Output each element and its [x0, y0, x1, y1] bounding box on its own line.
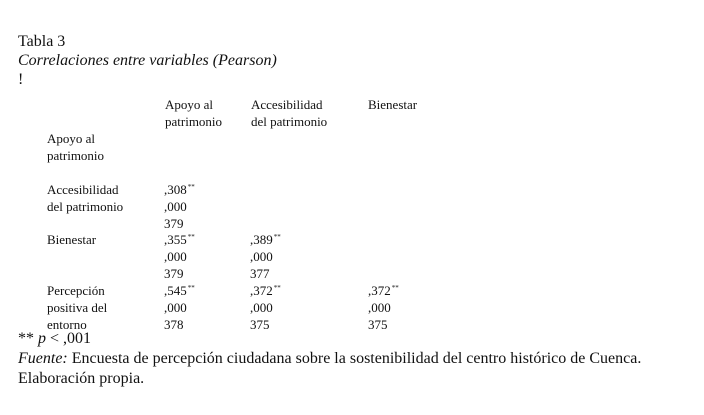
table-cell [164, 282, 195, 333]
source-label: Fuente: [18, 350, 68, 367]
table-cell [164, 181, 195, 232]
cell-r-line [164, 282, 195, 299]
cell-r-line [368, 282, 399, 299]
significance-mark: ** [273, 233, 281, 241]
significance-value: ,000 [164, 249, 187, 264]
row-label-percepcion [47, 282, 107, 333]
source-note [18, 350, 641, 368]
sample-size: 379 [164, 216, 184, 231]
cell-r-line [164, 181, 195, 198]
sample-size: 375 [250, 317, 270, 332]
correlation-value: ,355 [164, 232, 187, 247]
significance-value: ,000 [250, 300, 273, 315]
row-label-accesibilidad [47, 181, 123, 215]
row-label-apoyo [47, 130, 104, 164]
column-header-apoyo [165, 96, 222, 130]
column-header-line: Accesibilidad [251, 97, 323, 112]
significance-mark: ** [187, 284, 195, 292]
row-label-bienestar [47, 231, 96, 248]
correlation-value: ,308 [164, 182, 187, 197]
column-header-line: patrimonio [165, 114, 223, 129]
note-stars: ** [18, 330, 34, 347]
sample-size: 377 [250, 266, 270, 281]
row-label-line: Apoyo al [47, 131, 96, 146]
sample-size: 379 [164, 266, 184, 281]
correlation-value: ,545 [164, 283, 187, 298]
row-label-line: Bienestar [47, 232, 97, 247]
row-label-line: patrimonio [47, 148, 105, 163]
cell-r-line [250, 231, 281, 248]
significance-value: ,000 [164, 199, 187, 214]
column-header-line: Apoyo al [165, 97, 214, 112]
column-header-accesibilidad [251, 96, 327, 130]
column-header-line: del patrimonio [251, 114, 328, 129]
note-threshold: < ,001 [46, 330, 92, 347]
row-label-line: Percepción [47, 283, 105, 298]
cell-r-line [250, 282, 281, 299]
table-title: Correlaciones entre variables (Pearson) [18, 52, 277, 69]
table-cell [164, 231, 195, 282]
stray-mark: ! [18, 71, 24, 88]
significance-mark: ** [273, 284, 281, 292]
row-label-line: positiva del [47, 300, 108, 315]
sample-size: 378 [164, 317, 184, 332]
correlation-value: ,389 [250, 232, 273, 247]
significance-mark: ** [187, 183, 195, 191]
table-cell [250, 231, 281, 282]
table-number: Tabla 3 [18, 33, 66, 50]
note-p: p [38, 330, 46, 347]
row-label-line: entorno [47, 317, 87, 332]
column-header-bienestar [368, 96, 417, 113]
source-text: Encuesta de percepción ciudadana sobre la sostenibilidad del centro histórico de Cuenca. [67, 350, 642, 367]
significance-mark: ** [391, 284, 399, 292]
sample-size: 375 [368, 317, 388, 332]
table-cell [368, 282, 399, 333]
cell-r-line [164, 231, 195, 248]
table-cell [250, 282, 281, 333]
column-header-line: Bienestar [368, 97, 418, 112]
significance-value: ,000 [164, 300, 187, 315]
elaboration-note: Elaboración propia. [18, 370, 145, 387]
row-label-line: Accesibilidad [47, 182, 119, 197]
significance-mark: ** [187, 233, 195, 241]
significance-value: ,000 [368, 300, 391, 315]
row-label-line: del patrimonio [47, 199, 124, 214]
significance-note [18, 330, 91, 348]
significance-value: ,000 [250, 249, 273, 264]
correlation-value: ,372 [250, 283, 273, 298]
correlation-value: ,372 [368, 283, 391, 298]
